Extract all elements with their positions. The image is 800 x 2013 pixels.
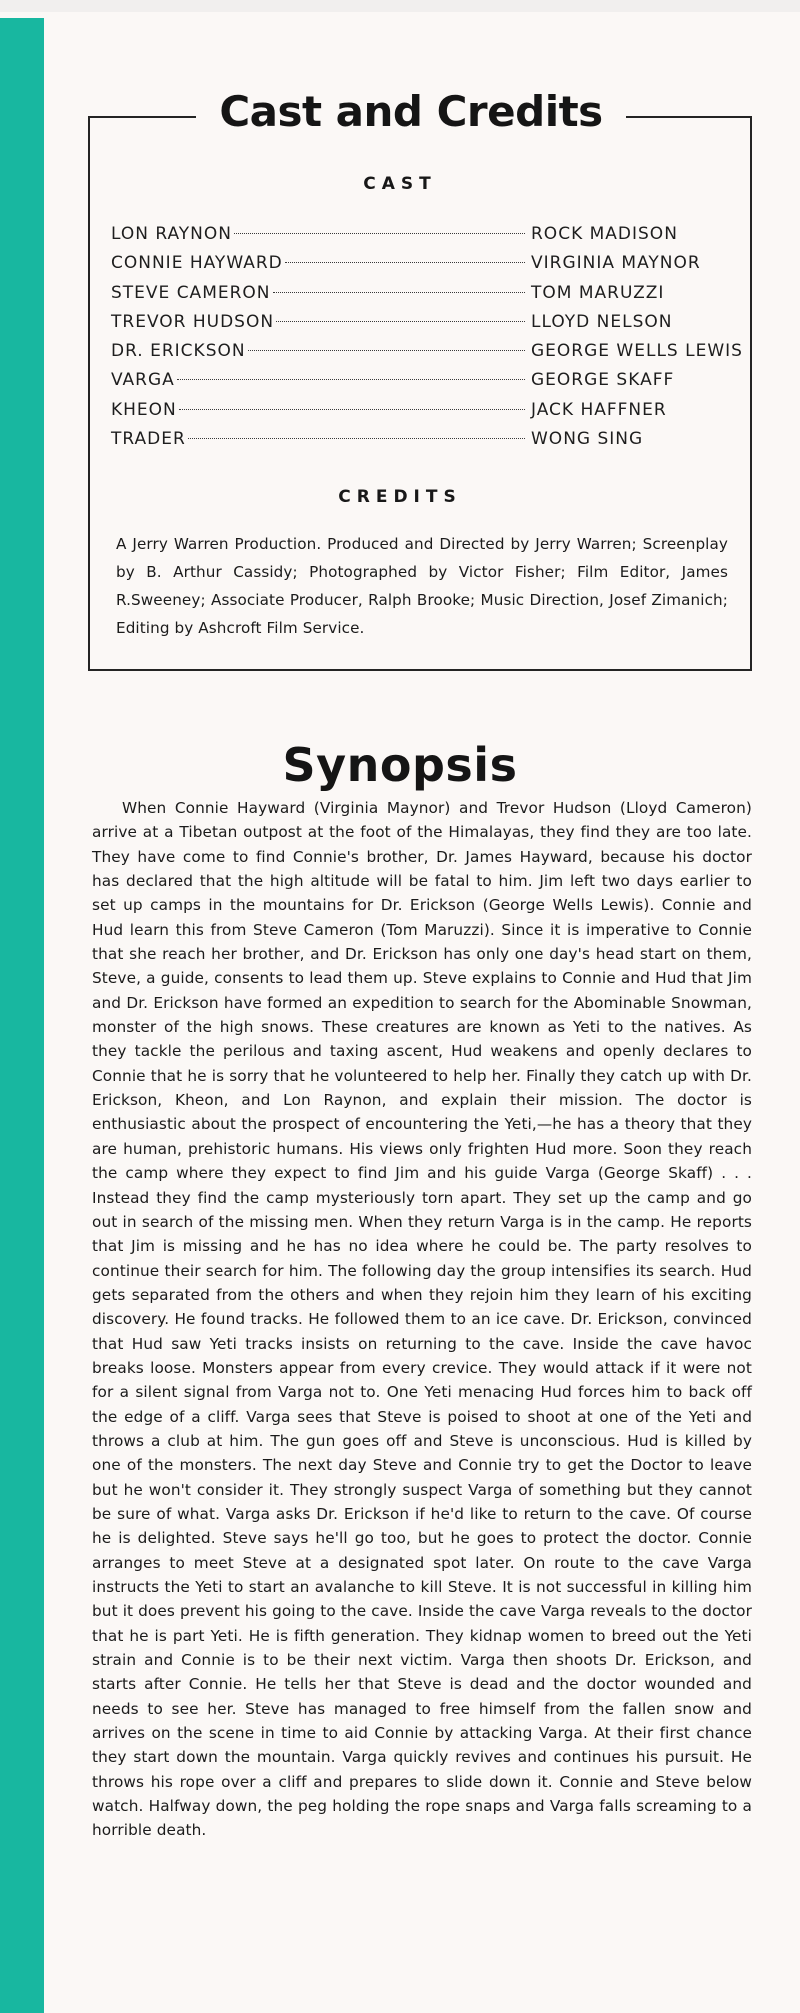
- top-edge: [0, 0, 800, 12]
- character-name: LON RAYNON: [111, 224, 232, 244]
- cast-row: [111, 366, 739, 395]
- character-name: TRADER: [111, 429, 186, 450]
- cast-and-credits-title: Cast and Credits: [219, 87, 603, 136]
- dot-leader: [234, 233, 525, 234]
- actor-name: TOM MARUZZI: [531, 282, 665, 303]
- cast-and-credits-title-wrap: [196, 80, 626, 144]
- credits-paragraph: A Jerry Warren Production. Produced and Directed by Jerry Warren; Screenplay by B. Arthur Cassidy; Photographed by Victor Fisher; Film Editor, James R.Sweeney; Associate Producer, Ralph Brooke; Music Direction, Josef Zimanich; Editing by Ashcroft Film Service.: [116, 535, 728, 637]
- cast-row: [111, 308, 739, 337]
- character-name: TREVOR HUDSON: [111, 311, 275, 332]
- actor-name: ROCK MADISON: [531, 224, 678, 244]
- character-name: VARGA: [111, 370, 175, 391]
- character-name: KHEON: [111, 399, 177, 420]
- cast-row: [111, 249, 739, 278]
- character-name: DR. ERICKSON: [111, 341, 246, 362]
- cast-row: [111, 220, 739, 249]
- dot-leader: [188, 438, 525, 439]
- credits-heading: CREDITS: [338, 487, 462, 507]
- cast-row: [111, 337, 743, 366]
- actor-name: VIRGINIA MAYNOR: [531, 253, 701, 274]
- actor-name: GEORGE WELLS LEWIS: [531, 341, 743, 362]
- cast-heading: CAST: [363, 174, 437, 194]
- character-name: STEVE CAMERON: [111, 282, 271, 303]
- dot-leader: [179, 409, 525, 410]
- actor-name: GEORGE SKAFF: [531, 370, 675, 391]
- synopsis-title: Synopsis: [282, 737, 518, 792]
- actor-name: LLOYD NELSON: [531, 311, 673, 332]
- cast-row: [111, 396, 739, 425]
- actor-name: JACK HAFFNER: [531, 399, 667, 420]
- dot-leader: [177, 379, 525, 380]
- actor-name: WONG SING: [531, 429, 644, 450]
- dot-leader: [273, 292, 525, 293]
- cast-row: [111, 279, 739, 308]
- cast-list: [111, 220, 743, 454]
- dot-leader: [248, 350, 525, 351]
- dot-leader: [285, 262, 525, 263]
- cast-row: [111, 425, 739, 454]
- character-name: CONNIE HAYWARD: [111, 253, 283, 274]
- dot-leader: [276, 321, 525, 322]
- teal-side-band: [0, 18, 44, 2013]
- synopsis-paragraph: When Connie Hayward (Virginia Maynor) and Trevor Hudson (Lloyd Cameron) arrive at a Tibetan outpost at the foot of the Himalayas, they find they are too late. They have come to find Connie's brother, Dr. James Hayward, because his doctor has declared that the high altitude will be fatal to him. Jim left two days earlier to set up camps in the mountains for Dr. Erickson (George Wells Lewis). Connie and Hud learn this from Steve Cameron (Tom Maruzzi). Since it is imperative to Connie that she reach her brother, and Dr. Erickson has only one day's head start on them, Steve, a guide, consents to lead them up. Steve explains to Connie and Hud that Jim and Dr. Erickson have formed an expedition to search for the Abominable Snowman, monster of the high snows. These creatures are known as Yeti to the natives. As they tackle the perilous and taxing ascent, Hud weakens and openly declares to Connie that he is sorry that he volunteered to help her. Finally they catch up with Dr. Erickson, Kheon, and Lon Raynon, and explain their mission. The doctor is enthusiastic about the prospect of encountering the Yeti,—he has a theory that they are human, prehistoric humans. His views only frighten Hud more. Soon they reach the camp where they expect to find Jim and his guide Varga (George Skaff) . . . Instead they find the camp mysteriously torn apart. They set up the camp and go out in search of the missing men. When they return Varga is in the camp. He reports that Jim is missing and he has no idea where he could be. The party resolves to continue their search for him. The following day the group intensifies its search. Hud gets separated from the others and when they rejoin him they learn of his exciting discovery. He found tracks. He followed them to an ice cave. Dr. Erickson, convinced that Hud saw Yeti tracks insists on returning to the cave. Inside the cave havoc breaks loose. Monsters appear from every crevice. They would attack if it were not for a silent signal from Varga not to. One Yeti menacing Hud forces him to back off the edge of a cliff. Varga sees that Steve is poised to shoot at one of the Yeti and throws a club at him. The gun goes off and Steve is unconscious. Hud is killed by one of the monsters. The next day Steve and Connie try to get the Doctor to leave but he won't consider it. They strongly suspect Varga of something but they cannot be sure of what. Varga asks Dr. Erickson if he'd like to return to the cave. Of course he is delighted. Steve says he'll go too, but he goes to protect the doctor. Connie arranges to meet Steve at a designated spot later. On route to the cave Varga instructs the Yeti to start an avalanche to kill Steve. It is not successful in killing him but it does prevent his going to the cave. Inside the cave Varga reveals to the doctor that he is part Yeti. He is fifth generation. They kidnap women to breed out the Yeti strain and Connie is to be their next victim. Varga then shoots Dr. Erickson, and starts after Connie. He tells her that Steve is dead and the doctor wounded and needs to see her. Steve has managed to free himself from the fallen snow and arrives on the scene in time to aid Connie by attacking Varga. At their first chance they start down the mountain. Varga quickly revives and continues his pursuit. He throws his rope over a cliff and prepares to slide down it. Connie and Steve below watch. Halfway down, the peg holding the rope snaps and Varga falls screaming to a horrible death.: [92, 799, 752, 1840]
